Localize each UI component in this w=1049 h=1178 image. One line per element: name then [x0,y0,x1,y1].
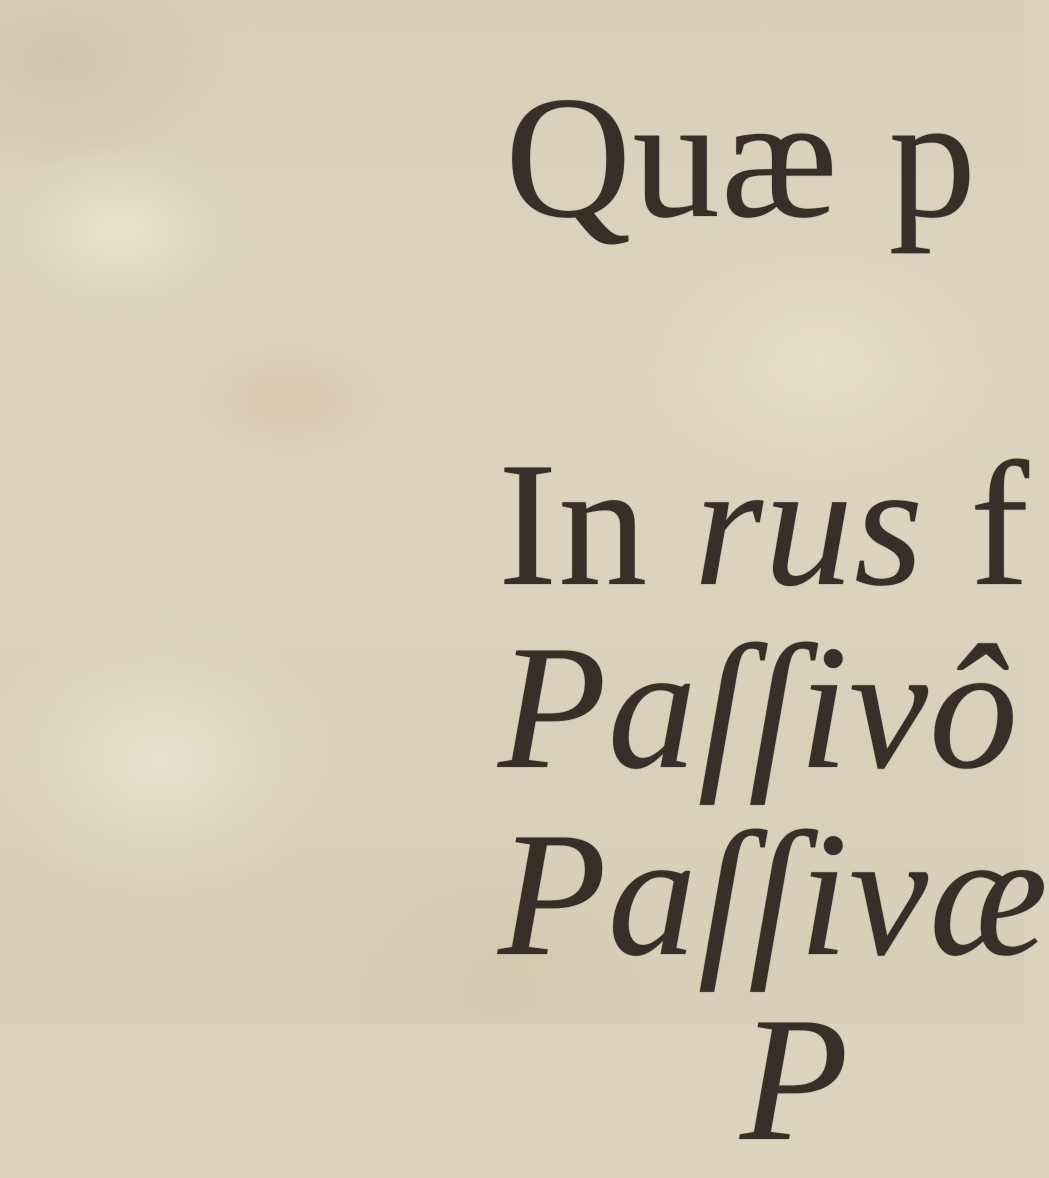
word: Quæ [505,60,839,254]
word-italic: Paſſivæ [498,795,1049,993]
word: f [969,425,1031,623]
text-line-2 [498,425,1031,623]
text-line-1 [505,60,978,254]
text-line-3 [498,608,1020,806]
word: In [498,425,649,623]
text-line-4 [498,795,1049,993]
word-italic: P [740,980,850,1178]
text-line-5-partial [740,980,850,1178]
word: p [888,60,978,254]
word-italic: rus [693,425,925,623]
word-italic: Paſſivô [498,608,1020,806]
